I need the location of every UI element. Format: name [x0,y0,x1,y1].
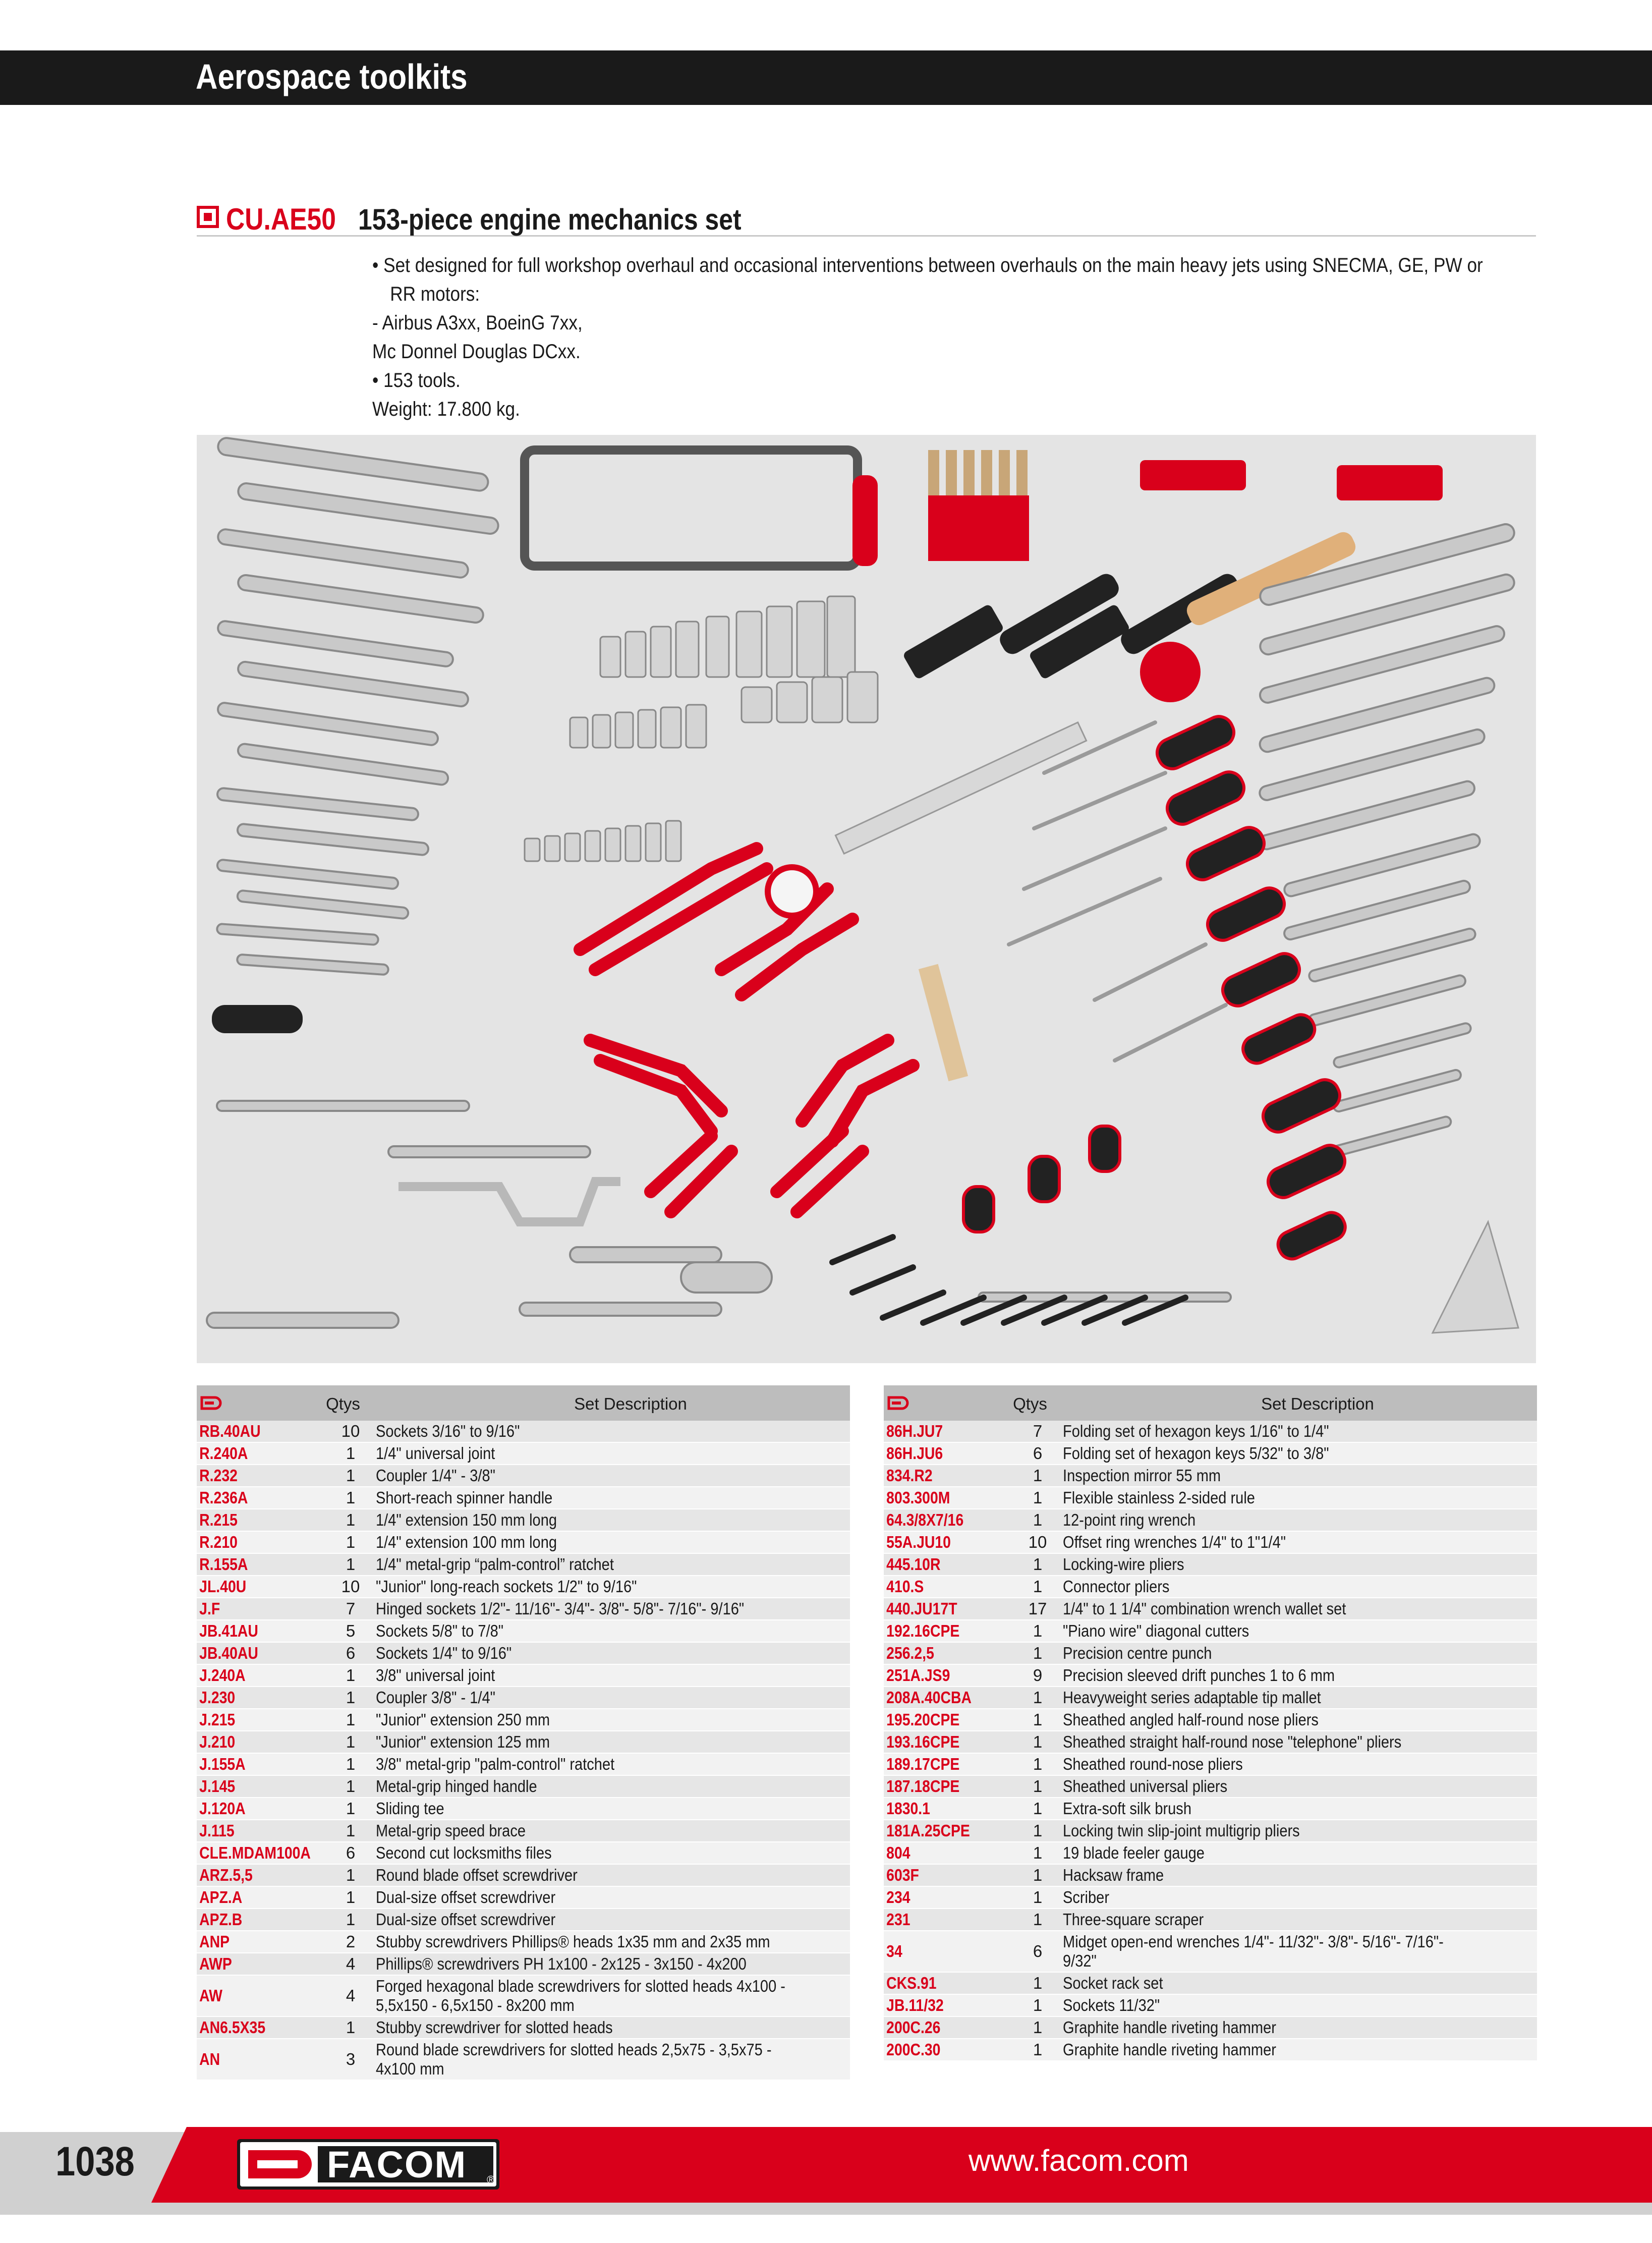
table-row [884,1909,1537,1931]
part-quantity: 1 [1033,2040,1043,2059]
part-reference: 445.10R [886,1555,941,1574]
part-description: 3/8" universal joint [376,1666,495,1685]
part-quantity: 17 [1028,1599,1047,1618]
part-reference: R.215 [199,1510,238,1529]
part-quantity: 1 [346,1910,356,1929]
part-reference: 256.2,5 [886,1644,934,1662]
part-quantity: 1 [1033,1821,1043,1840]
table-row [884,1421,1537,1443]
part-quantity: 4 [346,1954,356,1973]
part-quantity: 9 [1033,1666,1043,1685]
part-quantity: 1 [346,1488,356,1507]
part-quantity: 1 [1033,1799,1043,1818]
part-reference: J.155A [199,1755,246,1773]
table-row [197,1820,850,1842]
part-reference: J.145 [199,1777,236,1796]
parts-table-right [884,1385,1537,2061]
product-description [372,251,1483,424]
part-reference: JB.40AU [199,1644,258,1662]
part-quantity: 5 [346,1621,356,1640]
table-row [884,1754,1537,1776]
table-row [884,1665,1537,1687]
footer-bottom-strip [0,2208,1652,2215]
table-body [197,1421,850,2081]
files-set [928,450,1028,495]
table-row [197,1576,850,1598]
part-reference: J.215 [199,1710,236,1729]
part-description: Flexible stainless 2-sided rule [1063,1488,1255,1507]
sockets-set [525,596,878,861]
part-reference: AW [199,1986,222,2005]
part-reference: RB.40AU [199,1422,261,1440]
part-reference: 410.S [886,1577,924,1596]
part-quantity: 1 [1033,1644,1043,1662]
table-row [884,1865,1537,1887]
part-description: Midget open-end wrenches 1/4"- 11/32"- 3/8"- 5/16"- 7/16"- 9/32" [1063,1932,1444,1970]
table-row [197,1487,850,1509]
part-description: Stubby screwdriver for slotted heads [376,2018,613,2037]
part-quantity: 1 [1033,1510,1043,1529]
part-quantity: 1 [1033,1555,1043,1574]
table-row [884,2039,1537,2061]
part-reference: J.210 [199,1732,236,1751]
qty-header: Qtys [326,1394,360,1413]
table-row [197,1665,850,1687]
part-description: Metal-grip speed brace [376,1821,526,1840]
part-quantity: 6 [1033,1942,1043,1960]
part-reference: 86H.JU6 [886,1444,943,1463]
part-description: 1/4" extension 150 mm long [376,1510,557,1529]
table-row [197,1754,850,1776]
part-reference: 192.16CPE [886,1621,960,1640]
part-reference: 208A.40CBA [886,1688,972,1707]
part-reference: R.155A [199,1555,248,1574]
part-description: Graphite handle riveting hammer [1063,2040,1276,2059]
table-header [884,1385,1537,1421]
description-line: Mc Donnel Douglas DCxx. [372,341,581,363]
part-quantity: 1 [1033,1866,1043,1884]
pliers [580,849,913,1212]
part-reference: 181A.25CPE [886,1821,970,1840]
part-reference: R.240A [199,1444,248,1463]
part-quantity: 6 [346,1843,356,1862]
registered-mark: ® [487,2173,495,2186]
table-row [197,1709,850,1731]
part-reference: J.240A [199,1666,246,1685]
hacksaw-handle [852,475,878,566]
part-description: Extra-soft silk brush [1063,1799,1191,1818]
part-quantity: 1 [1033,1755,1043,1773]
hex-keys-set-2 [1337,465,1443,500]
silk-brush [919,964,968,1082]
part-quantity: 3 [346,2050,356,2068]
part-reference: 603F [886,1866,919,1884]
part-description: Hacksaw frame [1063,1866,1164,1884]
part-description: Connector pliers [1063,1577,1170,1596]
part-quantity: 1 [1033,1688,1043,1707]
table-row [197,1976,850,2017]
ring-wrenches-right [1258,522,1516,1156]
part-quantity: 1 [346,1799,356,1818]
hacksaw-frame [525,450,858,566]
part-description: Round blade screwdrivers for slotted heads 2,5x75 - 3,5x75 - 4x100 mm [376,2040,772,2078]
description-line: • 153 tools. [372,369,461,391]
table-row [197,1620,850,1643]
part-description: Round blade offset screwdriver [376,1866,578,1884]
part-quantity: 1 [346,1732,356,1751]
part-reference: 195.20CPE [886,1710,960,1729]
description-header: Set Description [1261,1394,1374,1413]
table-row [197,1931,850,1953]
table-row [197,1532,850,1554]
part-quantity: 1 [346,1777,356,1796]
page-title: Aerospace toolkits [196,57,468,96]
part-reference: 803.300M [886,1488,950,1507]
part-reference: 251A.JS9 [886,1666,950,1685]
table-row [884,1973,1537,1995]
table-row [197,1509,850,1532]
part-description: Offset ring wrenches 1/4" to 1"1/4" [1063,1533,1286,1551]
part-description: Sockets 5/8" to 7/8" [376,1621,504,1640]
part-reference: AN6.5X35 [199,2018,266,2037]
part-description: Socket rack set [1063,1974,1163,1992]
part-description: Heavyweight series adaptable tip mallet [1063,1688,1321,1707]
table-row [197,1421,850,1443]
part-description: 1/4" to 1 1/4" combination wrench wallet set [1063,1599,1346,1618]
part-quantity: 1 [1033,1777,1043,1796]
part-quantity: 1 [346,1755,356,1773]
table-body [884,1421,1537,2061]
part-quantity: 2 [346,1932,356,1951]
part-description: Dual-size offset screwdriver [376,1888,556,1906]
part-reference: 200C.30 [886,2040,941,2059]
table-row [197,1776,850,1798]
part-description: Sheathed straight half-round nose "telephone" pliers [1063,1732,1402,1751]
part-quantity: 1 [1033,1732,1043,1751]
part-quantity: 1 [1033,1996,1043,2014]
part-description: Inspection mirror 55 mm [1063,1466,1221,1485]
part-reference: 193.16CPE [886,1732,960,1751]
table-row [884,1842,1537,1865]
part-quantity: 1 [1033,1843,1043,1862]
table-row [197,1731,850,1754]
brand-name: FACOM [327,2144,467,2185]
part-reference: 200C.26 [886,2018,941,2037]
square-bullet-icon [197,206,219,228]
files-rack [928,495,1029,561]
part-reference: 834.R2 [886,1466,933,1485]
website-link[interactable]: www.facom.com [969,2144,1189,2177]
part-reference: 804 [886,1843,910,1862]
part-quantity: 1 [1033,1577,1043,1596]
part-reference: 189.17CPE [886,1755,960,1773]
part-description: Precision sleeved drift punches 1 to 6 mm [1063,1666,1335,1685]
part-reference: R.232 [199,1466,238,1485]
table-row [884,1776,1537,1798]
table-row [197,2017,850,2039]
part-description: Sheathed universal pliers [1063,1777,1228,1796]
part-quantity: 1 [1033,1710,1043,1729]
table-row [884,1598,1537,1620]
part-quantity: 1 [346,1688,356,1707]
part-description: "Piano wire" diagonal cutters [1063,1621,1249,1640]
table-row [197,1887,850,1909]
part-description: Phillips® screwdrivers PH 1x100 - 2x125 - 3x150 - 4x200 [376,1954,747,1973]
part-reference: 1830.1 [886,1799,930,1818]
toolkit-illustration [197,435,1536,1363]
table-row [197,2039,850,2081]
part-quantity: 1 [346,1888,356,1906]
part-reference: JB.41AU [199,1621,258,1640]
product-title: 153-piece engine mechanics set [358,203,742,236]
part-description: 1/4" universal joint [376,1444,495,1463]
table-row [197,1842,850,1865]
part-reference: CKS.91 [886,1974,937,1992]
table-row [884,1532,1537,1554]
part-reference: APZ.A [199,1888,243,1906]
part-description: Dual-size offset screwdriver [376,1910,556,1929]
table-row [884,2017,1537,2039]
part-description: Sockets 3/16" to 9/16" [376,1422,520,1440]
part-quantity: 1 [346,1466,356,1485]
facom-mark-icon [887,1395,910,1411]
part-quantity: 1 [346,1444,356,1463]
part-reference: 64.3/8X7/16 [886,1510,964,1529]
description-line: - Airbus A3xx, BoeinG 7xx, [372,312,583,334]
part-description: 19 blade feeler gauge [1063,1843,1205,1862]
inspection-mirror [768,867,816,916]
part-reference: CLE.MDAM100A [199,1843,311,1862]
table-row [884,1931,1537,1973]
flexible-rule [835,722,1086,854]
combination-wrenches-left [217,437,499,975]
part-description: Second cut locksmiths files [376,1843,552,1862]
product-ref: CU.AE50 [226,202,336,236]
part-quantity: 7 [1033,1422,1043,1440]
part-description: Locking twin slip-joint multigrip pliers [1063,1821,1300,1840]
parts-table-left [197,1385,850,2081]
part-reference: 234 [886,1888,910,1906]
part-reference: 55A.JU10 [886,1533,951,1551]
part-description: Forged hexagonal blade screwdrivers for slotted heads 4x100 - 5,5x150 - 6,5x150 - 8x200 mm [376,1977,785,2014]
part-description: "Junior" extension 250 mm [376,1710,550,1729]
product-heading [197,202,1536,237]
table-row [197,1465,850,1487]
part-reference: J.115 [199,1821,235,1840]
part-description: "Junior" extension 125 mm [376,1732,550,1751]
table-row [197,1865,850,1887]
part-description: Precision centre punch [1063,1644,1212,1662]
table-row [884,1465,1537,1487]
hex-keys-set-1 [1140,460,1246,490]
table-row [884,1731,1537,1754]
description-header: Set Description [574,1394,687,1413]
drive-tools [207,1101,1231,1328]
part-quantity: 1 [1033,1621,1043,1640]
part-quantity: 1 [346,1510,356,1529]
table-row [197,1443,850,1465]
part-quantity: 1 [346,1666,356,1685]
table-row [884,1887,1537,1909]
part-quantity: 1 [1033,1466,1043,1485]
part-description: Locking-wire pliers [1063,1555,1184,1574]
blades [1009,722,1226,1060]
part-quantity: 10 [1028,1533,1047,1551]
table-row [884,1820,1537,1842]
table-row [197,1643,850,1665]
part-description: 12-point ring wrench [1063,1510,1196,1529]
part-reference: JB.11/32 [886,1996,944,2014]
part-reference: AWP [199,1954,232,1973]
part-quantity: 10 [341,1577,360,1596]
product-photo [197,435,1536,1363]
part-quantity: 1 [1033,1974,1043,1992]
description-line: Weight: 17.800 kg. [372,398,520,420]
part-reference: ARZ.5,5 [199,1866,253,1884]
description-line: • Set designed for full workshop overhaul and occasional interventions between overhauls on the main heavy jets using SNECMA, GE, PW or [372,254,1483,276]
part-quantity: 1 [1033,2018,1043,2037]
part-description: Sockets 1/4" to 9/16" [376,1644,512,1662]
description-line: RR motors: [390,283,480,305]
qty-header: Qtys [1013,1394,1047,1413]
part-description: Hinged sockets 1/2"- 11/16"- 3/4"- 3/8"- 5/8"- 7/16"- 9/16" [376,1599,745,1618]
part-reference: R.210 [199,1533,238,1551]
drift-punches [832,1237,1185,1323]
part-quantity: 7 [346,1599,356,1618]
part-reference: APZ.B [199,1910,243,1929]
part-quantity: 1 [1033,1910,1043,1929]
table-row [884,1443,1537,1465]
part-description: Stubby screwdrivers Phillips® heads 1x35 mm and 2x35 mm [376,1932,770,1951]
stubby-screwdriver [212,1005,303,1033]
part-description: Sockets 11/32" [1063,1996,1160,2014]
part-description: 1/4" metal-grip “palm-control” ratchet [376,1555,614,1574]
part-description: Sheathed angled half-round nose pliers [1063,1710,1319,1729]
table-row [884,1620,1537,1643]
part-quantity: 1 [346,1533,356,1551]
part-quantity: 4 [346,1986,356,2005]
feeler-gauge [1433,1222,1518,1333]
part-description: Folding set of hexagon keys 5/32" to 3/8" [1063,1444,1329,1463]
part-quantity: 1 [1033,1888,1043,1906]
facom-mark-icon [200,1395,223,1411]
part-reference: 86H.JU7 [886,1422,943,1440]
part-description: Folding set of hexagon keys 1/16" to 1/4" [1063,1422,1329,1440]
table-row [197,1909,850,1931]
page-number: 1038 [55,2139,135,2184]
table-header [197,1385,850,1421]
table-row [884,1643,1537,1665]
part-reference: 440.JU17T [886,1599,957,1618]
part-reference: J.230 [199,1688,236,1707]
table-row [884,1687,1537,1709]
part-description: Coupler 3/8" - 1/4" [376,1688,495,1707]
part-quantity: 1 [346,1555,356,1574]
part-reference: J.120A [199,1799,246,1818]
part-quantity: 10 [341,1422,360,1440]
table-row [884,1554,1537,1576]
table-row [884,1798,1537,1820]
part-reference: 231 [886,1910,910,1929]
table-row [884,1709,1537,1731]
part-description: Short-reach spinner handle [376,1488,553,1507]
part-reference: 187.18CPE [886,1777,960,1796]
part-reference: ANP [199,1932,230,1951]
part-description: Metal-grip hinged handle [376,1777,537,1796]
facom-logo-icon [237,2139,499,2190]
part-reference: R.236A [199,1488,248,1507]
part-reference: 34 [886,1942,902,1960]
part-description: Sliding tee [376,1799,444,1818]
table-row [197,1554,850,1576]
table-row [197,1598,850,1620]
part-quantity: 1 [346,1710,356,1729]
part-quantity: 1 [1033,1488,1043,1507]
part-description: Coupler 1/4" - 3/8" [376,1466,495,1485]
table-row [884,1487,1537,1509]
part-quantity: 1 [346,1821,356,1840]
part-description: 1/4" extension 100 mm long [376,1533,557,1551]
table-row [884,1509,1537,1532]
part-quantity: 1 [346,1866,356,1884]
part-description: Graphite handle riveting hammer [1063,2018,1276,2037]
table-row [884,1995,1537,2017]
table-row [197,1953,850,1976]
part-description: "Junior" long-reach sockets 1/2" to 9/16" [376,1577,637,1596]
table-row [884,1576,1537,1598]
part-quantity: 6 [1033,1444,1043,1463]
part-reference: J.F [199,1599,220,1618]
part-description: 3/8" metal-grip "palm-control" ratchet [376,1755,615,1773]
part-quantity: 1 [346,2018,356,2037]
part-description: Sheathed round-nose pliers [1063,1755,1243,1773]
table-row [197,1687,850,1709]
part-quantity: 6 [346,1644,356,1662]
part-description: Three-square scraper [1063,1910,1204,1929]
part-reference: AN [199,2050,220,2068]
table-row [197,1798,850,1820]
part-reference: JL.40U [199,1577,247,1596]
part-description: Scriber [1063,1888,1109,1906]
